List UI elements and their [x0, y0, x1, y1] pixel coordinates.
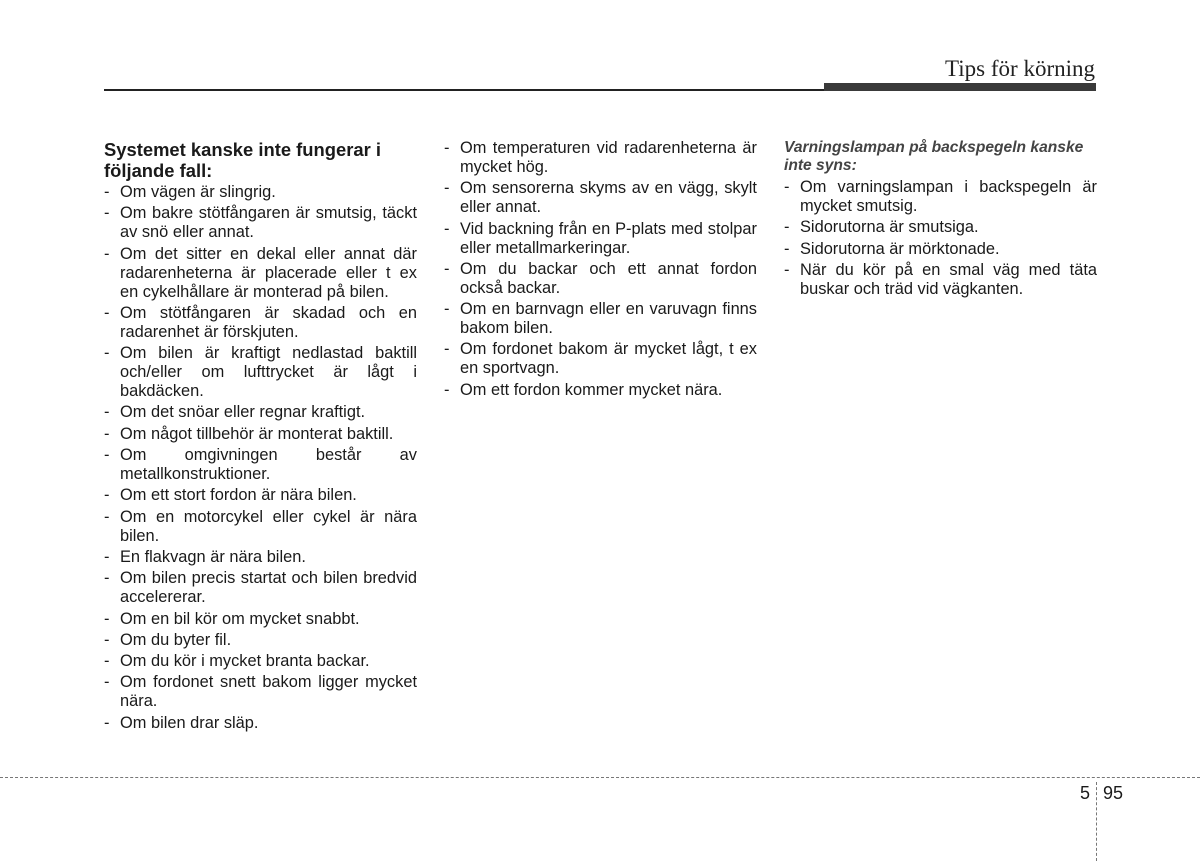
- list-item-text: Om vägen är slingrig.: [120, 183, 276, 201]
- list-item: [104, 446, 417, 484]
- list-item-text: Om det sitter en dekal eller annat där radarenheterna är placerade eller t ex en cykelhållare är monterad på bilen.: [120, 244, 417, 301]
- bullet-list-col2: [444, 139, 757, 400]
- bullet-dash: -: [104, 713, 110, 732]
- bullet-list-col1: [104, 183, 417, 733]
- column-2: [444, 139, 757, 402]
- list-item-text: Om bilen drar släp.: [120, 713, 259, 732]
- chapter-number: 5: [1080, 783, 1091, 803]
- bullet-list-col3: [784, 178, 1097, 299]
- bullet-dash: -: [104, 609, 110, 628]
- bullet-dash: -: [104, 183, 110, 201]
- list-item-text: Sidorutorna är mörktonade.: [800, 239, 1000, 258]
- list-item-text: Om du kör i mycket branta backar.: [120, 652, 370, 671]
- list-item-text: Sidorutorna är smutsiga.: [800, 218, 979, 237]
- bullet-dash: -: [784, 239, 790, 258]
- list-item-text: Om du backar och ett annat fordon också backar.: [460, 259, 757, 297]
- list-item-text: Om ett stort fordon är nära bilen.: [120, 486, 357, 505]
- bullet-dash: -: [104, 403, 110, 422]
- list-item: [104, 508, 417, 546]
- list-item-text: Vid backning från en P-plats med stolpar eller metallmarkeringar.: [460, 219, 757, 257]
- list-item-text: En flakvagn är nära bilen.: [120, 547, 306, 566]
- bullet-dash: -: [444, 179, 450, 198]
- list-item: [104, 304, 417, 342]
- list-item: [444, 139, 757, 177]
- bullet-dash: -: [784, 218, 790, 237]
- list-item: [104, 610, 417, 629]
- bullet-dash: -: [444, 300, 450, 319]
- list-item-text: Om bilen är kraftigt nedlastad baktill och/eller om lufttrycket är lågt i bakdäcken.: [120, 344, 417, 401]
- list-item-text: Om fordonet bakom är mycket lågt, t ex en sportvagn.: [460, 340, 757, 378]
- bullet-dash: -: [104, 547, 110, 566]
- footer-divider: [1096, 782, 1097, 861]
- bullet-dash: -: [104, 204, 110, 223]
- list-item-text: Om bakre stötfångaren är smutsig, täckt av snö eller annat.: [120, 204, 417, 242]
- bullet-dash: -: [444, 340, 450, 359]
- list-item: [104, 245, 417, 302]
- list-item-text: Om en motorcykel eller cykel är nära bilen.: [120, 507, 417, 545]
- list-item-text: Om en bil kör om mycket snabbt.: [120, 609, 360, 628]
- list-item: [784, 261, 1097, 299]
- section-heading: Systemet kanske inte fungerar i följande fall:: [104, 139, 381, 181]
- bullet-dash: -: [104, 344, 110, 363]
- list-item-text: Om varningslampan i backspegeln är mycket smutsig.: [800, 178, 1097, 215]
- bullet-dash: -: [104, 652, 110, 671]
- list-item-text: Om sensorerna skyms av en vägg, skylt eller annat.: [460, 179, 757, 217]
- list-item-text: Om ett fordon kommer mycket nära.: [460, 380, 723, 399]
- bullet-dash: -: [104, 486, 110, 505]
- header-rule-accent: [824, 83, 1096, 91]
- bullet-dash: -: [104, 507, 110, 526]
- list-item: [784, 178, 1097, 216]
- list-item: [104, 569, 417, 607]
- list-item-text: Om temperaturen vid radarenheterna är mycket hög.: [460, 139, 757, 176]
- list-item: [444, 340, 757, 378]
- list-item: [104, 425, 417, 444]
- list-item: [104, 673, 417, 711]
- list-item-text: Om något tillbehör är monterat baktill.: [120, 424, 394, 443]
- footer-dashed-rule: [0, 777, 1200, 778]
- bullet-dash: -: [444, 219, 450, 238]
- bullet-dash: -: [104, 446, 110, 465]
- bullet-dash: -: [104, 303, 110, 322]
- list-item: [444, 300, 757, 338]
- list-item-text: Om bilen precis startat och bilen bredvid accelererar.: [120, 569, 417, 607]
- bullet-dash: -: [104, 424, 110, 443]
- list-item-text: Om stötfångaren är skadad och en radarenhet är förskjuten.: [120, 303, 417, 341]
- bullet-dash: -: [104, 630, 110, 649]
- list-item: [104, 344, 417, 401]
- column-3: [784, 139, 1097, 301]
- running-header-title: Tips för körning: [945, 56, 1095, 81]
- bullet-dash: -: [104, 244, 110, 263]
- bullet-dash: -: [104, 673, 110, 692]
- column-1: [104, 139, 417, 735]
- list-item: [444, 260, 757, 298]
- bullet-dash: -: [784, 178, 790, 196]
- list-item: [104, 548, 417, 567]
- list-item: [104, 714, 417, 733]
- list-item-text: Om omgivningen består av metallkonstruktioner.: [120, 446, 417, 484]
- bullet-dash: -: [784, 260, 790, 279]
- bullet-dash: -: [444, 380, 450, 399]
- header-rule: [104, 89, 824, 91]
- list-item: [104, 631, 417, 650]
- bullet-dash: -: [104, 569, 110, 588]
- list-item-text: Om en barnvagn eller en varuvagn finns bakom bilen.: [460, 300, 757, 338]
- list-item: [444, 220, 757, 258]
- list-item-text: Om fordonet snett bakom ligger mycket nära.: [120, 673, 417, 711]
- list-item: [444, 381, 757, 400]
- list-item: [444, 179, 757, 217]
- list-item: [104, 652, 417, 671]
- list-item: [784, 240, 1097, 259]
- list-item: [784, 218, 1097, 237]
- warning-lamp-heading: Varningslampan på backspegeln kanske inte syns:: [784, 139, 1084, 174]
- list-item-text: När du kör på en smal väg med täta buskar och träd vid vägkanten.: [800, 260, 1097, 298]
- list-item-text: Om du byter fil.: [120, 630, 232, 649]
- list-item: [104, 403, 417, 422]
- list-item: [104, 183, 417, 202]
- bullet-dash: -: [444, 259, 450, 278]
- page-number: 95: [1103, 783, 1124, 803]
- list-item-text: Om det snöar eller regnar kraftigt.: [120, 403, 366, 422]
- list-item: [104, 204, 417, 242]
- bullet-dash: -: [444, 139, 450, 157]
- list-item: [104, 486, 417, 505]
